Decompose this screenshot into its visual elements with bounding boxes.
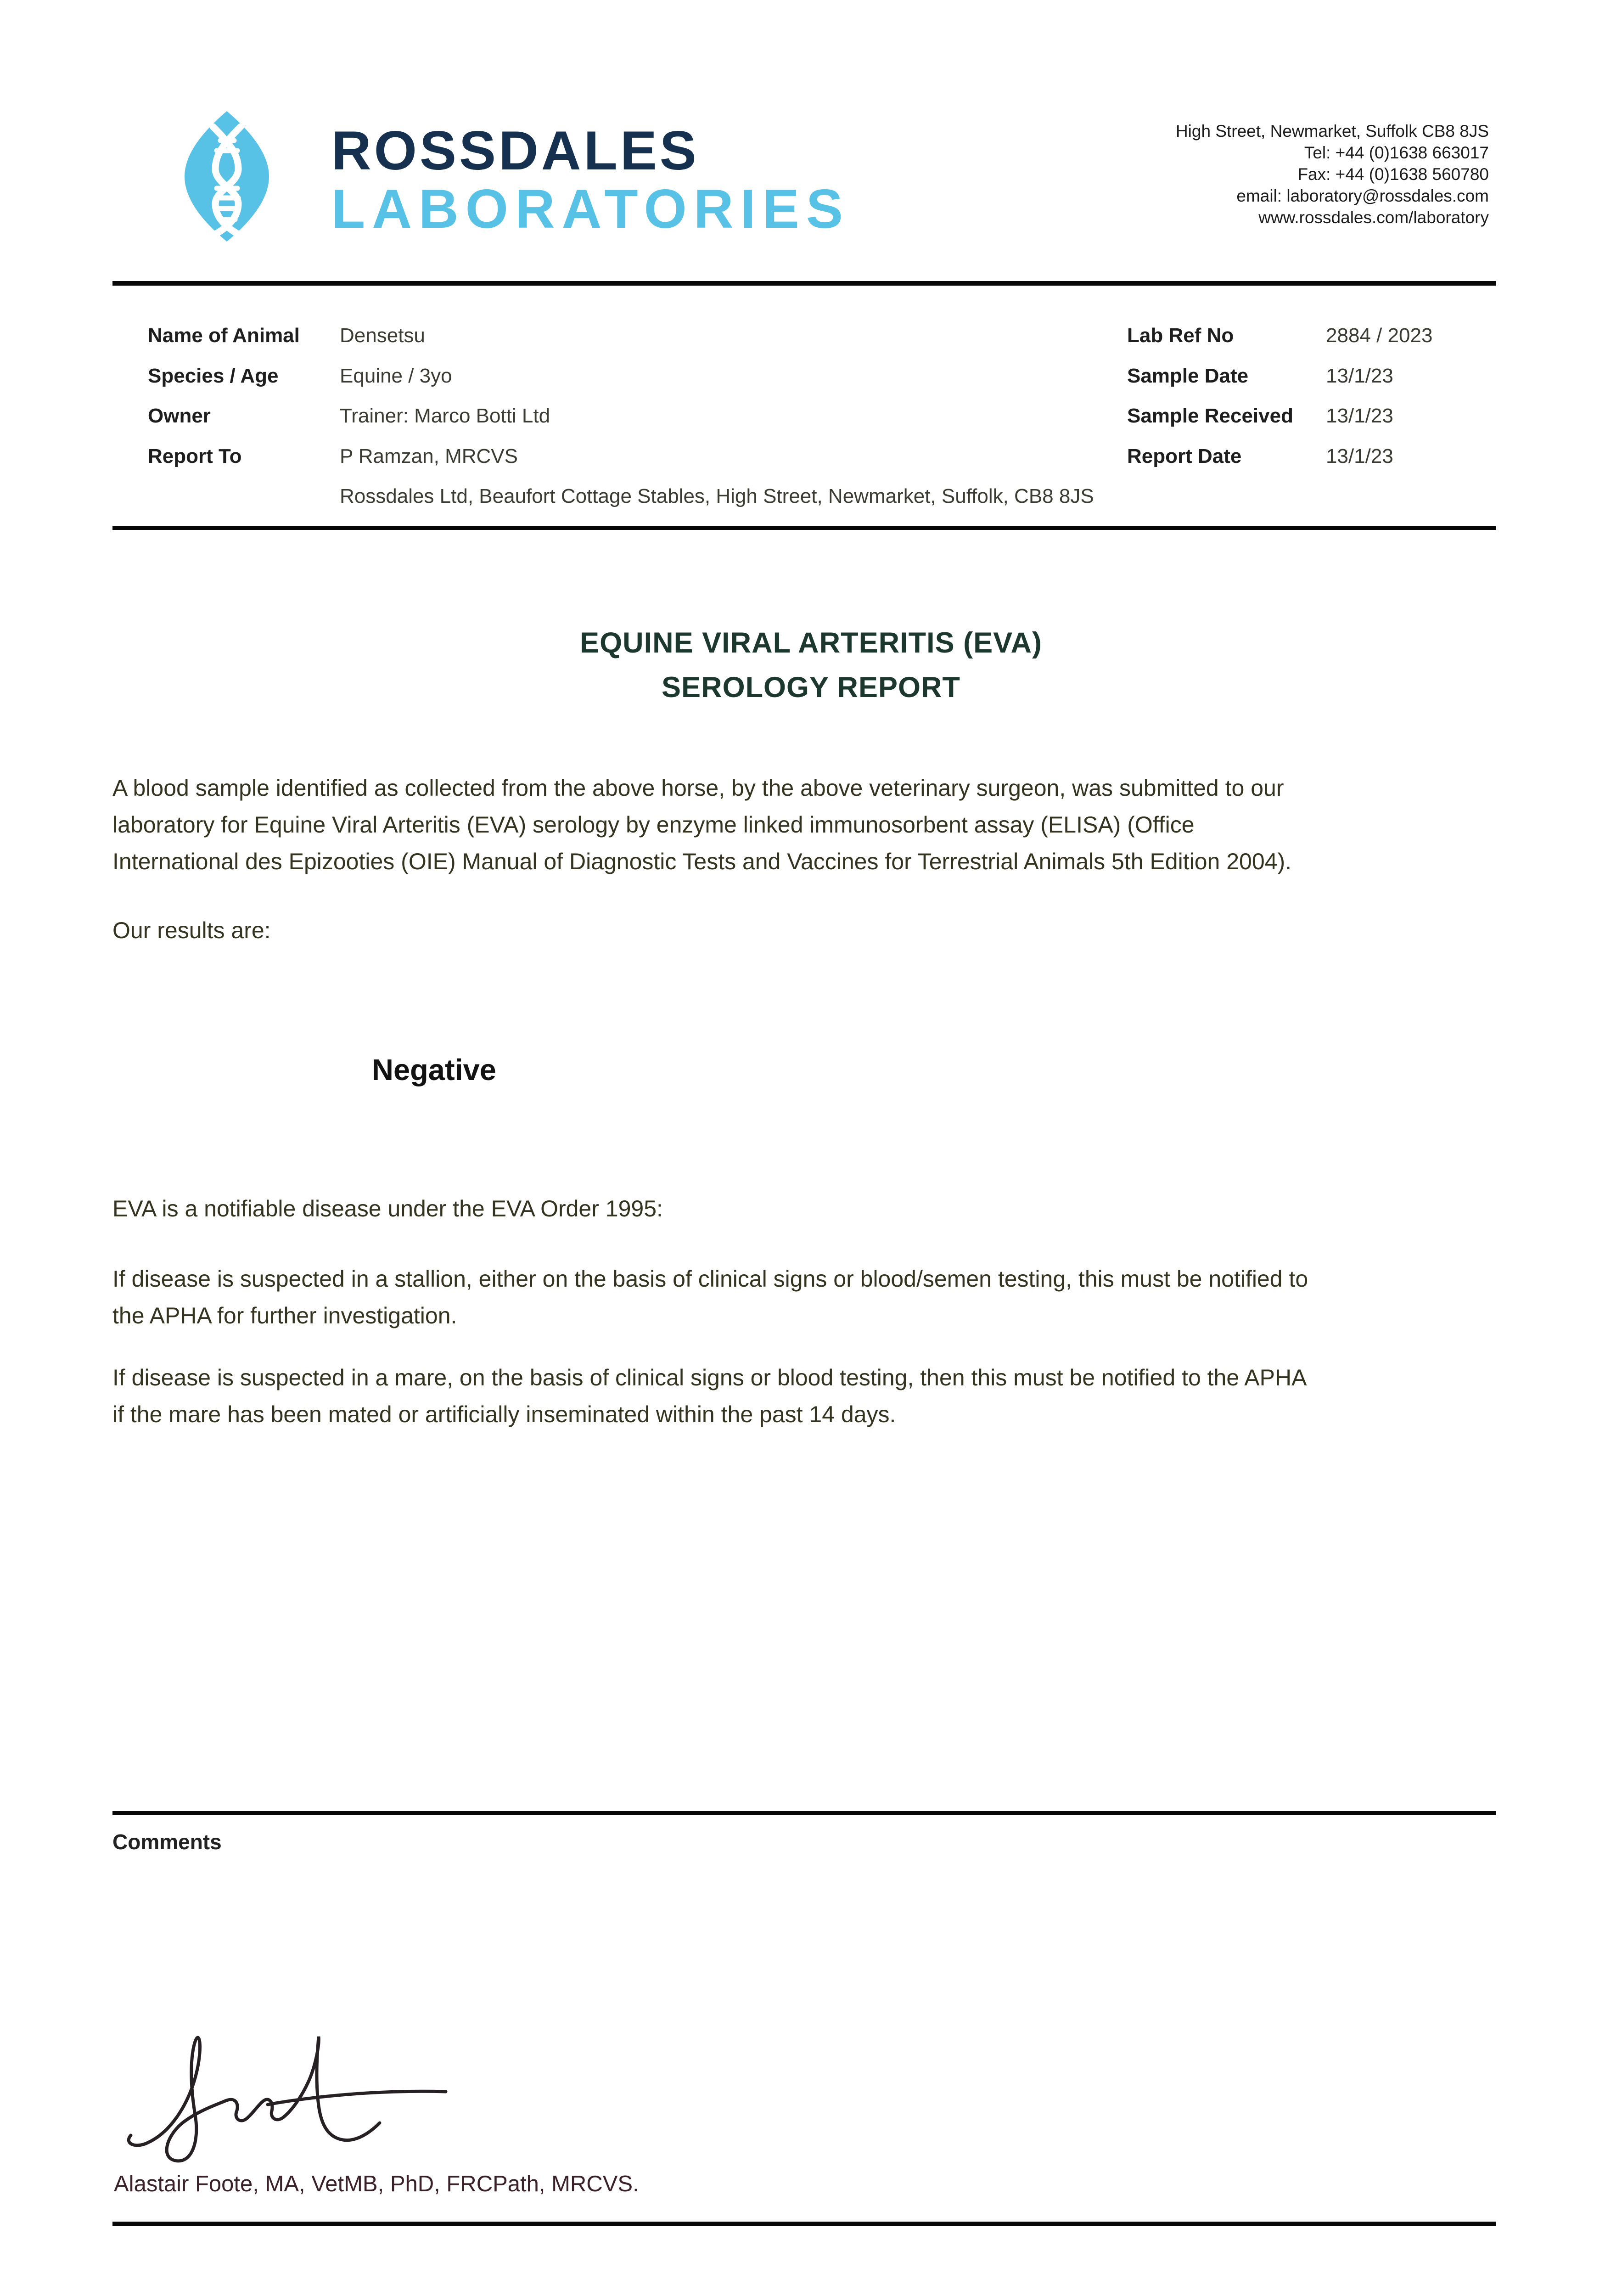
mare-line: If disease is suspected in a mare, on the basis of clinical signs or blood testing, then this must be notified to the APHA: [112, 1365, 1307, 1390]
label-report-to: Report To: [148, 445, 242, 467]
report-title-line1: EQUINE VIRAL ARTERITIS (EVA): [580, 627, 1042, 659]
value-species-age: Equine / 3yo: [340, 365, 452, 387]
logo-wordmark: [331, 122, 850, 238]
report-title-line2: SEROLOGY REPORT: [662, 671, 960, 703]
signee-name: Alastair Foote, MA, VetMB, PhD, FRCPath, MRCVS.: [114, 2172, 639, 2196]
stallion-line: If disease is suspected in a stallion, either on the basis of clinical signs or blood/semen testing, this must be notified to: [112, 1266, 1308, 1292]
results-intro: Our results are:: [112, 917, 271, 943]
contact-email: email: laboratory@rossdales.com: [1236, 186, 1489, 205]
value-sample-date: 13/1/23: [1326, 365, 1393, 387]
logo-rossdales-text: ROSSDALES: [331, 120, 699, 181]
value-owner: Trainer: Marco Botti Ltd: [340, 405, 550, 427]
intro-paragraph: [112, 770, 1291, 880]
label-species-age: Species / Age: [148, 365, 279, 387]
value-report-to-address: Rossdales Ltd, Beaufort Cottage Stables, High Street, Newmarket, Suffolk, CB8 8JS: [340, 485, 1094, 507]
stallion-line: the APHA for further investigation.: [112, 1303, 457, 1328]
comments-heading: Comments: [112, 1830, 222, 1854]
stallion-paragraph: [112, 1261, 1308, 1334]
dna-logo-icon: [171, 109, 283, 243]
result-value: Negative: [372, 1053, 496, 1086]
label-owner: Owner: [148, 405, 211, 427]
value-sample-received: 13/1/23: [1326, 405, 1393, 427]
report-title: [0, 621, 1622, 710]
intro-line: laboratory for Equine Viral Arteritis (EVA) serology by enzyme linked immunosorbent assay (ELISA) (Office: [112, 812, 1195, 838]
contact-tel: Tel: +44 (0)1638 663017: [1304, 143, 1489, 162]
mare-line: if the mare has been mated or artificially inseminated within the past 14 days.: [112, 1401, 896, 1427]
notifiable-statement: EVA is a notifiable disease under the EVA Order 1995:: [112, 1196, 663, 1221]
label-name-of-animal: Name of Animal: [148, 324, 300, 347]
mare-paragraph: [112, 1359, 1307, 1433]
intro-line: International des Epizooties (OIE) Manual of Diagnostic Tests and Vaccines for Terrestrial Animals 5th Edition 2004).: [112, 849, 1291, 874]
footer-bar: [112, 2222, 1496, 2226]
header-divider: [112, 281, 1496, 286]
intro-line: A blood sample identified as collected from the above horse, by the above veterinary surgeon, was submitted to our: [112, 775, 1284, 801]
label-sample-received: Sample Received: [1127, 405, 1293, 427]
info-table-divider: [112, 526, 1496, 530]
value-name-of-animal: Densetsu: [340, 324, 425, 347]
value-report-to: P Ramzan, MRCVS: [340, 445, 518, 467]
label-report-date: Report Date: [1127, 445, 1242, 467]
comments-divider: [112, 1811, 1496, 1815]
contact-fax: Fax: +44 (0)1638 560780: [1297, 165, 1489, 184]
contact-block: [1176, 120, 1489, 228]
value-report-date: 13/1/23: [1326, 445, 1393, 467]
contact-address: High Street, Newmarket, Suffolk CB8 8JS: [1175, 122, 1489, 141]
label-sample-date: Sample Date: [1127, 365, 1249, 387]
logo-laboratories-text: LABORATORIES: [331, 178, 850, 240]
contact-web: www.rossdales.com/laboratory: [1258, 208, 1489, 227]
signature-image: [122, 2027, 475, 2165]
value-lab-ref-no: 2884 / 2023: [1326, 324, 1433, 347]
label-lab-ref-no: Lab Ref No: [1127, 324, 1234, 347]
